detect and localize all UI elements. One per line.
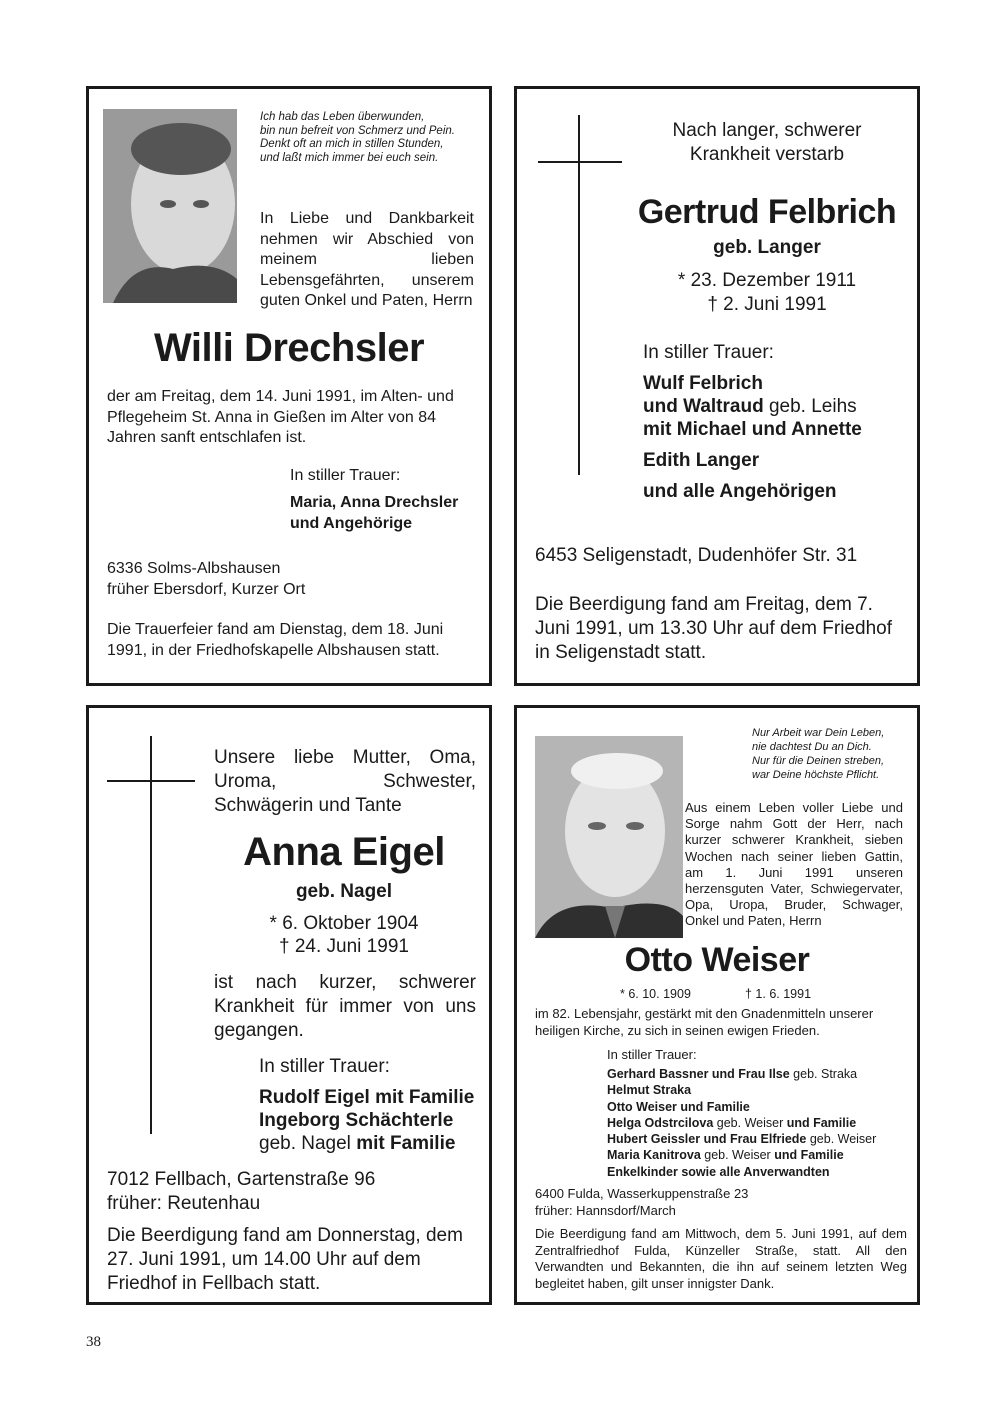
obituary-anna-eigel — [86, 705, 492, 1305]
mourner-line: Otto Weiser und Familie — [607, 1099, 750, 1114]
mourner-line: Helmut Straka — [607, 1083, 692, 1098]
intro-text: Nach langer, schwerer Krankheit verstarb — [672, 120, 862, 165]
mourner-line: Rudolf Eigel mit Familie — [259, 1087, 475, 1108]
death-text: der am Freitag, dem 14. Juni 1991, im Alten- und Pflegeheim St. Anna in Gießen im Alter von 84 Jahren sanft entschlafen ist. — [107, 388, 454, 446]
birth-date: * 23. Dezember 1911 — [677, 270, 857, 291]
cross-icon — [150, 736, 152, 1134]
mourner-line: Wulf Felbrich — [643, 373, 763, 394]
funeral-text: Die Beerdigung fand am Donnerstag, dem 27. Juni 1991, um 14.00 Uhr auf dem Friedhof in Fellbach statt. — [107, 1225, 463, 1294]
deceased-name: Willi Drechsler — [153, 326, 425, 370]
portrait-photo — [103, 109, 237, 303]
death-text: ist nach kurzer, schwerer Krankheit für immer von uns gegangen. — [214, 972, 476, 1041]
address: 6453 Seligenstadt, Dudenhöfer Str. 31 — [535, 545, 858, 566]
death-date: † 1. 6. 1991 — [745, 987, 812, 1001]
mourner-line: Hubert Geissler und Frau Elfriede geb. Weiser — [607, 1132, 877, 1147]
mourner-line: Maria Kanitrova geb. Weiser und Familie — [607, 1148, 844, 1163]
mourner-line: und alle Angehörigen — [643, 481, 837, 502]
birth-date: * 6. 10. 1909 — [620, 987, 691, 1001]
death-text: im 82. Lebensjahr, gestärkt mit den Gnadenmitteln unserer heiligen Kirche, zu sich in seinen ewigen Frieden. — [535, 1006, 874, 1038]
intro-text: In Liebe und Dankbarkeit nehmen wir Abschied von meinem lieben Lebensgefährten, unserem guten Onkel und Paten, Herrn — [260, 210, 474, 309]
address: 6336 Solms-Albshausen früher Ebersdorf, Kurzer Ort — [107, 560, 306, 598]
obituary-otto-weiser — [514, 705, 920, 1305]
mourner-line: und Waltraud geb. Leihs — [643, 396, 857, 417]
obituary-gertrud-felbrich — [514, 86, 920, 686]
mourner-line: Enkelkinder sowie alle Anverwandten — [607, 1164, 830, 1179]
mourner-line: Ingeborg Schächterle — [259, 1110, 454, 1131]
mourner-line: Helga Odstrcilova geb. Weiser und Familie — [607, 1115, 857, 1130]
address: 6400 Fulda, Wasserkuppenstraße 23 früher: Hannsdorf/March — [535, 1186, 749, 1218]
maiden-name: geb. Nagel — [295, 881, 393, 902]
death-date: † 2. Juni 1991 — [707, 294, 827, 315]
birth-date: * 6. Oktober 1904 — [269, 913, 419, 934]
cross-bar — [107, 780, 195, 782]
mourner-line: geb. Nagel mit Familie — [259, 1133, 456, 1154]
portrait-silhouette — [535, 736, 683, 938]
mourning-label: In stiller Trauer: — [259, 1056, 390, 1077]
funeral-text: Die Beerdigung fand am Freitag, dem 7. Juni 1991, um 13.30 Uhr auf dem Friedhof in Seligenstadt statt. — [535, 594, 892, 663]
mourners — [607, 1066, 876, 1180]
death-date: † 24. Juni 1991 — [279, 936, 409, 957]
funeral-text: Die Trauerfeier fand am Dienstag, dem 18. Juni 1991, in der Friedhofskapelle Albshausen statt. — [107, 621, 444, 659]
mourning-label: In stiller Trauer: — [290, 467, 401, 484]
deceased-name: Gertrud Felbrich — [637, 193, 897, 231]
mourner-line: Edith Langer — [643, 450, 760, 471]
cross-icon — [578, 115, 580, 475]
intro-text: Unsere liebe Mutter, Oma, Uroma, Schwester, Schwägerin und Tante — [214, 747, 476, 816]
mourner-line: mit Michael und Annette — [643, 419, 862, 440]
portrait-silhouette — [103, 109, 237, 303]
maiden-name: geb. Langer — [713, 237, 821, 258]
deceased-name: Anna Eigel — [243, 830, 445, 874]
funeral-text: Die Beerdigung fand am Mittwoch, dem 5. Juni 1991, auf dem Zentralfriedhof Fulda, Künzeller Straße, statt. All den Verwandten und Bekannten, die ihn auf seinem letzten Weg begleitet haben, gilt unser innigster Dank. — [535, 1226, 907, 1291]
address: 7012 Fellbach, Gartenstraße 96 früher: Reutenhau — [107, 1169, 376, 1214]
mourner-line: Gerhard Bassner und Frau Ilse geb. Straka — [607, 1067, 858, 1081]
mourning-label: In stiller Trauer: — [607, 1047, 697, 1062]
portrait-photo — [535, 736, 683, 938]
deceased-name: Otto Weiser — [624, 941, 810, 979]
obituary-willi-drechsler — [86, 86, 492, 686]
poem: Ich hab das Leben überwunden, bin nun befreit von Schmerz und Pein. Denkt oft an mich in stillen Stunden, und laßt mich immer bei euch sein. — [260, 111, 455, 164]
poem: Nur Arbeit war Dein Leben, nie dachtest Du an Dich. Nur für die Deinen streben, war Deine höchste Pflicht. — [752, 727, 885, 781]
page-number: 38 — [86, 1334, 101, 1350]
intro-text: Aus einem Leben voller Liebe und Sorge nahm Gott der Herr, nach kurzer schwerer Krankheit, sieben Wochen nach seiner lieben Gattin, am 1. Juni 1991 unseren herzensguten Vater, Schwiegervater, Opa, Uropa, Bruder, Schwager, Onkel und Paten, Herrn — [685, 800, 903, 929]
mourning-label: In stiller Trauer: — [643, 342, 774, 363]
cross-bar — [538, 161, 622, 163]
mourners: Maria, Anna Drechsler und Angehörige — [290, 494, 459, 532]
